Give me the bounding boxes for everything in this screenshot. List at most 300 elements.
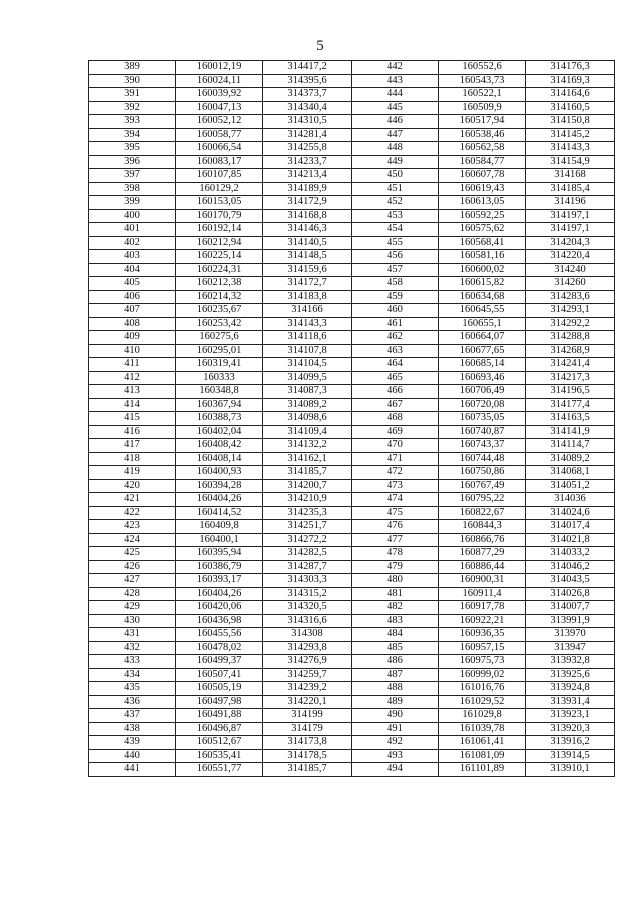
left-x-coordinate-cell: 160153,05: [176, 196, 263, 210]
left-point-number-cell: 389: [89, 61, 176, 75]
right-point-number-cell: 470: [352, 439, 439, 453]
right-point-number-cell: 480: [352, 574, 439, 588]
table-body: [89, 61, 615, 777]
table-row: [89, 128, 615, 142]
coordinates-table: [88, 60, 615, 777]
left-point-number-cell: 431: [89, 628, 176, 642]
left-y-coordinate-cell: 314310,5: [263, 115, 352, 129]
left-y-coordinate-cell: 314099,5: [263, 371, 352, 385]
table-row: [89, 560, 615, 574]
left-x-coordinate-cell: 160512,67: [176, 736, 263, 750]
right-point-number-cell: 492: [352, 736, 439, 750]
right-y-coordinate-cell: 314196,5: [526, 385, 615, 399]
right-y-coordinate-cell: 313920,3: [526, 722, 615, 736]
left-point-number-cell: 407: [89, 304, 176, 318]
right-y-coordinate-cell: 314033,2: [526, 547, 615, 561]
left-y-coordinate-cell: 314320,5: [263, 601, 352, 615]
table-row: [89, 196, 615, 210]
left-y-coordinate-cell: 314199: [263, 709, 352, 723]
table-row: [89, 668, 615, 682]
left-x-coordinate-cell: 160348,8: [176, 385, 263, 399]
left-point-number-cell: 412: [89, 371, 176, 385]
table-row: [89, 655, 615, 669]
left-y-coordinate-cell: 314189,9: [263, 182, 352, 196]
left-x-coordinate-cell: 160235,67: [176, 304, 263, 318]
left-y-coordinate-cell: 314159,6: [263, 263, 352, 277]
right-x-coordinate-cell: 161101,89: [439, 763, 526, 777]
right-point-number-cell: 468: [352, 412, 439, 426]
left-y-coordinate-cell: 314235,3: [263, 506, 352, 520]
left-y-coordinate-cell: 314168,8: [263, 209, 352, 223]
right-y-coordinate-cell: 313932,8: [526, 655, 615, 669]
right-x-coordinate-cell: 160900,31: [439, 574, 526, 588]
left-point-number-cell: 410: [89, 344, 176, 358]
table-row: [89, 277, 615, 291]
left-x-coordinate-cell: 160214,32: [176, 290, 263, 304]
right-point-number-cell: 493: [352, 749, 439, 763]
table-row: [89, 506, 615, 520]
right-y-coordinate-cell: 314143,3: [526, 142, 615, 156]
left-point-number-cell: 417: [89, 439, 176, 453]
left-point-number-cell: 397: [89, 169, 176, 183]
left-point-number-cell: 391: [89, 88, 176, 102]
left-x-coordinate-cell: 160420,06: [176, 601, 263, 615]
left-y-coordinate-cell: 314213,4: [263, 169, 352, 183]
right-y-coordinate-cell: 313947: [526, 641, 615, 655]
right-y-coordinate-cell: 314268,9: [526, 344, 615, 358]
right-x-coordinate-cell: 160740,87: [439, 425, 526, 439]
left-y-coordinate-cell: 314239,2: [263, 682, 352, 696]
right-y-coordinate-cell: 313923,1: [526, 709, 615, 723]
right-x-coordinate-cell: 160844,3: [439, 520, 526, 534]
left-y-coordinate-cell: 314417,2: [263, 61, 352, 75]
right-point-number-cell: 459: [352, 290, 439, 304]
right-y-coordinate-cell: 314169,3: [526, 74, 615, 88]
left-x-coordinate-cell: 160497,98: [176, 695, 263, 709]
left-y-coordinate-cell: 314293,8: [263, 641, 352, 655]
right-x-coordinate-cell: 160795,22: [439, 493, 526, 507]
left-point-number-cell: 390: [89, 74, 176, 88]
left-point-number-cell: 432: [89, 641, 176, 655]
right-point-number-cell: 472: [352, 466, 439, 480]
table-row: [89, 533, 615, 547]
left-point-number-cell: 424: [89, 533, 176, 547]
right-point-number-cell: 463: [352, 344, 439, 358]
table-row: [89, 358, 615, 372]
right-x-coordinate-cell: 160706,49: [439, 385, 526, 399]
table-row: [89, 304, 615, 318]
left-y-coordinate-cell: 314107,8: [263, 344, 352, 358]
right-point-number-cell: 450: [352, 169, 439, 183]
table-row: [89, 641, 615, 655]
right-point-number-cell: 464: [352, 358, 439, 372]
right-x-coordinate-cell: 160600,02: [439, 263, 526, 277]
right-x-coordinate-cell: 161081,09: [439, 749, 526, 763]
right-point-number-cell: 457: [352, 263, 439, 277]
right-x-coordinate-cell: 160975,73: [439, 655, 526, 669]
left-x-coordinate-cell: 160386,79: [176, 560, 263, 574]
right-point-number-cell: 486: [352, 655, 439, 669]
right-y-coordinate-cell: 314168: [526, 169, 615, 183]
right-x-coordinate-cell: 161039,78: [439, 722, 526, 736]
left-point-number-cell: 438: [89, 722, 176, 736]
right-point-number-cell: 475: [352, 506, 439, 520]
table-row: [89, 398, 615, 412]
right-point-number-cell: 442: [352, 61, 439, 75]
right-y-coordinate-cell: 314163,5: [526, 412, 615, 426]
left-y-coordinate-cell: 314210,9: [263, 493, 352, 507]
right-x-coordinate-cell: 160866,76: [439, 533, 526, 547]
right-x-coordinate-cell: 160877,29: [439, 547, 526, 561]
left-y-coordinate-cell: 314251,7: [263, 520, 352, 534]
right-x-coordinate-cell: 160677,65: [439, 344, 526, 358]
table-row: [89, 250, 615, 264]
table-row: [89, 155, 615, 169]
left-x-coordinate-cell: 160295,01: [176, 344, 263, 358]
left-y-coordinate-cell: 314183,8: [263, 290, 352, 304]
left-x-coordinate-cell: 160507,41: [176, 668, 263, 682]
right-x-coordinate-cell: 160957,15: [439, 641, 526, 655]
right-x-coordinate-cell: 160634,68: [439, 290, 526, 304]
right-x-coordinate-cell: 160562,58: [439, 142, 526, 156]
left-point-number-cell: 425: [89, 547, 176, 561]
left-y-coordinate-cell: 314162,1: [263, 452, 352, 466]
left-x-coordinate-cell: 160491,88: [176, 709, 263, 723]
left-x-coordinate-cell: 160414,52: [176, 506, 263, 520]
table-row: [89, 331, 615, 345]
right-y-coordinate-cell: 314220,4: [526, 250, 615, 264]
right-point-number-cell: 458: [352, 277, 439, 291]
left-x-coordinate-cell: 160455,56: [176, 628, 263, 642]
left-point-number-cell: 404: [89, 263, 176, 277]
table-row: [89, 101, 615, 115]
table-row: [89, 493, 615, 507]
left-x-coordinate-cell: 160436,98: [176, 614, 263, 628]
left-x-coordinate-cell: 160496,87: [176, 722, 263, 736]
left-point-number-cell: 399: [89, 196, 176, 210]
table-row: [89, 371, 615, 385]
left-x-coordinate-cell: 160129,2: [176, 182, 263, 196]
table-row: [89, 425, 615, 439]
left-y-coordinate-cell: 314308: [263, 628, 352, 642]
left-point-number-cell: 393: [89, 115, 176, 129]
right-point-number-cell: 445: [352, 101, 439, 115]
left-point-number-cell: 418: [89, 452, 176, 466]
right-y-coordinate-cell: 313924,8: [526, 682, 615, 696]
left-point-number-cell: 416: [89, 425, 176, 439]
right-point-number-cell: 452: [352, 196, 439, 210]
right-y-coordinate-cell: 313931,4: [526, 695, 615, 709]
left-point-number-cell: 429: [89, 601, 176, 615]
table-row: [89, 682, 615, 696]
right-x-coordinate-cell: 160509,9: [439, 101, 526, 115]
table-row: [89, 223, 615, 237]
left-y-coordinate-cell: 314220,1: [263, 695, 352, 709]
right-x-coordinate-cell: 160575,62: [439, 223, 526, 237]
left-point-number-cell: 434: [89, 668, 176, 682]
left-y-coordinate-cell: 314166: [263, 304, 352, 318]
left-y-coordinate-cell: 314087,3: [263, 385, 352, 399]
left-y-coordinate-cell: 314109,4: [263, 425, 352, 439]
left-y-coordinate-cell: 314272,2: [263, 533, 352, 547]
table-row: [89, 263, 615, 277]
right-x-coordinate-cell: 160517,94: [439, 115, 526, 129]
left-point-number-cell: 411: [89, 358, 176, 372]
left-y-coordinate-cell: 314173,8: [263, 736, 352, 750]
right-y-coordinate-cell: 314197,1: [526, 209, 615, 223]
left-x-coordinate-cell: 160047,13: [176, 101, 263, 115]
right-point-number-cell: 453: [352, 209, 439, 223]
right-point-number-cell: 460: [352, 304, 439, 318]
left-y-coordinate-cell: 314287,7: [263, 560, 352, 574]
left-point-number-cell: 402: [89, 236, 176, 250]
left-y-coordinate-cell: 314146,3: [263, 223, 352, 237]
right-point-number-cell: 483: [352, 614, 439, 628]
left-x-coordinate-cell: 160212,38: [176, 277, 263, 291]
right-x-coordinate-cell: 160619,43: [439, 182, 526, 196]
table-row: [89, 169, 615, 183]
right-y-coordinate-cell: 314051,2: [526, 479, 615, 493]
right-y-coordinate-cell: 314114,7: [526, 439, 615, 453]
table-row: [89, 709, 615, 723]
left-point-number-cell: 394: [89, 128, 176, 142]
left-y-coordinate-cell: 314395,6: [263, 74, 352, 88]
left-y-coordinate-cell: 314276,9: [263, 655, 352, 669]
right-point-number-cell: 449: [352, 155, 439, 169]
left-y-coordinate-cell: 314303,3: [263, 574, 352, 588]
right-y-coordinate-cell: 314164,6: [526, 88, 615, 102]
left-point-number-cell: 433: [89, 655, 176, 669]
right-x-coordinate-cell: 160693,46: [439, 371, 526, 385]
right-x-coordinate-cell: 160538,46: [439, 128, 526, 142]
right-x-coordinate-cell: 160568,41: [439, 236, 526, 250]
left-x-coordinate-cell: 160224,31: [176, 263, 263, 277]
right-point-number-cell: 473: [352, 479, 439, 493]
left-x-coordinate-cell: 160402,04: [176, 425, 263, 439]
table-row: [89, 182, 615, 196]
right-y-coordinate-cell: 314292,2: [526, 317, 615, 331]
right-x-coordinate-cell: 160720,08: [439, 398, 526, 412]
right-x-coordinate-cell: 160552,6: [439, 61, 526, 75]
left-point-number-cell: 423: [89, 520, 176, 534]
right-point-number-cell: 448: [352, 142, 439, 156]
left-y-coordinate-cell: 314140,5: [263, 236, 352, 250]
left-x-coordinate-cell: 160408,14: [176, 452, 263, 466]
left-x-coordinate-cell: 160400,1: [176, 533, 263, 547]
left-point-number-cell: 395: [89, 142, 176, 156]
right-x-coordinate-cell: 160743,37: [439, 439, 526, 453]
table-row: [89, 722, 615, 736]
left-x-coordinate-cell: 160275,6: [176, 331, 263, 345]
table-row: [89, 236, 615, 250]
right-x-coordinate-cell: 161016,76: [439, 682, 526, 696]
left-y-coordinate-cell: 314179: [263, 722, 352, 736]
right-y-coordinate-cell: 314150,8: [526, 115, 615, 129]
right-x-coordinate-cell: 160917,78: [439, 601, 526, 615]
right-y-coordinate-cell: 314176,3: [526, 61, 615, 75]
right-y-coordinate-cell: 314204,3: [526, 236, 615, 250]
right-point-number-cell: 481: [352, 587, 439, 601]
right-point-number-cell: 477: [352, 533, 439, 547]
right-x-coordinate-cell: 160999,02: [439, 668, 526, 682]
right-x-coordinate-cell: 160543,73: [439, 74, 526, 88]
right-y-coordinate-cell: 314240: [526, 263, 615, 277]
left-point-number-cell: 419: [89, 466, 176, 480]
left-x-coordinate-cell: 160107,85: [176, 169, 263, 183]
right-x-coordinate-cell: 161029,8: [439, 709, 526, 723]
right-y-coordinate-cell: 314241,4: [526, 358, 615, 372]
right-y-coordinate-cell: 314043,5: [526, 574, 615, 588]
right-x-coordinate-cell: 160664,07: [439, 331, 526, 345]
table-row: [89, 763, 615, 777]
table-row: [89, 466, 615, 480]
right-x-coordinate-cell: 160744,48: [439, 452, 526, 466]
left-x-coordinate-cell: 160408,42: [176, 439, 263, 453]
left-point-number-cell: 392: [89, 101, 176, 115]
left-point-number-cell: 396: [89, 155, 176, 169]
right-y-coordinate-cell: 314007,7: [526, 601, 615, 615]
right-y-coordinate-cell: 313916,2: [526, 736, 615, 750]
table-row: [89, 695, 615, 709]
right-y-coordinate-cell: 314036: [526, 493, 615, 507]
left-point-number-cell: 400: [89, 209, 176, 223]
left-x-coordinate-cell: 160505,19: [176, 682, 263, 696]
right-y-coordinate-cell: 314185,4: [526, 182, 615, 196]
page-number: 5: [316, 38, 324, 54]
left-x-coordinate-cell: 160499,37: [176, 655, 263, 669]
right-y-coordinate-cell: 314283,6: [526, 290, 615, 304]
right-y-coordinate-cell: 313925,6: [526, 668, 615, 682]
right-point-number-cell: 454: [352, 223, 439, 237]
right-y-coordinate-cell: 313991,9: [526, 614, 615, 628]
right-point-number-cell: 482: [352, 601, 439, 615]
table-row: [89, 61, 615, 75]
left-y-coordinate-cell: 314178,5: [263, 749, 352, 763]
right-y-coordinate-cell: 313914,5: [526, 749, 615, 763]
right-y-coordinate-cell: 314177,4: [526, 398, 615, 412]
left-x-coordinate-cell: 160395,94: [176, 547, 263, 561]
left-x-coordinate-cell: 160409,8: [176, 520, 263, 534]
right-y-coordinate-cell: 314068,1: [526, 466, 615, 480]
right-y-coordinate-cell: 314293,1: [526, 304, 615, 318]
left-x-coordinate-cell: 160388,73: [176, 412, 263, 426]
table-row: [89, 412, 615, 426]
right-x-coordinate-cell: 160615,82: [439, 277, 526, 291]
left-y-coordinate-cell: 314259,7: [263, 668, 352, 682]
right-x-coordinate-cell: 160936,35: [439, 628, 526, 642]
left-y-coordinate-cell: 314316,6: [263, 614, 352, 628]
left-x-coordinate-cell: 160012,19: [176, 61, 263, 75]
right-x-coordinate-cell: 160735,05: [439, 412, 526, 426]
left-x-coordinate-cell: 160333: [176, 371, 263, 385]
left-y-coordinate-cell: 314172,7: [263, 277, 352, 291]
right-point-number-cell: 474: [352, 493, 439, 507]
right-x-coordinate-cell: 160685,14: [439, 358, 526, 372]
left-point-number-cell: 421: [89, 493, 176, 507]
right-x-coordinate-cell: 160607,78: [439, 169, 526, 183]
right-point-number-cell: 494: [352, 763, 439, 777]
table-row: [89, 614, 615, 628]
left-y-coordinate-cell: 314282,5: [263, 547, 352, 561]
left-x-coordinate-cell: 160170,79: [176, 209, 263, 223]
right-point-number-cell: 467: [352, 398, 439, 412]
right-y-coordinate-cell: 314260: [526, 277, 615, 291]
right-point-number-cell: 443: [352, 74, 439, 88]
right-point-number-cell: 447: [352, 128, 439, 142]
left-y-coordinate-cell: 314098,6: [263, 412, 352, 426]
left-point-number-cell: 435: [89, 682, 176, 696]
right-x-coordinate-cell: 160911,4: [439, 587, 526, 601]
right-x-coordinate-cell: 160655,1: [439, 317, 526, 331]
right-x-coordinate-cell: 160584,77: [439, 155, 526, 169]
left-y-coordinate-cell: 314315,2: [263, 587, 352, 601]
left-point-number-cell: 409: [89, 331, 176, 345]
left-point-number-cell: 408: [89, 317, 176, 331]
left-point-number-cell: 406: [89, 290, 176, 304]
table-row: [89, 452, 615, 466]
left-point-number-cell: 427: [89, 574, 176, 588]
left-y-coordinate-cell: 314148,5: [263, 250, 352, 264]
right-point-number-cell: 471: [352, 452, 439, 466]
left-x-coordinate-cell: 160551,77: [176, 763, 263, 777]
right-y-coordinate-cell: 314141,9: [526, 425, 615, 439]
table-row: [89, 317, 615, 331]
table-row: [89, 520, 615, 534]
right-x-coordinate-cell: 161061,41: [439, 736, 526, 750]
left-point-number-cell: 436: [89, 695, 176, 709]
left-x-coordinate-cell: 160404,26: [176, 587, 263, 601]
right-point-number-cell: 478: [352, 547, 439, 561]
table-row: [89, 601, 615, 615]
right-y-coordinate-cell: 314021,8: [526, 533, 615, 547]
left-point-number-cell: 441: [89, 763, 176, 777]
right-point-number-cell: 456: [352, 250, 439, 264]
left-point-number-cell: 437: [89, 709, 176, 723]
table-row: [89, 209, 615, 223]
left-y-coordinate-cell: 314118,6: [263, 331, 352, 345]
right-point-number-cell: 479: [352, 560, 439, 574]
left-y-coordinate-cell: 314373,7: [263, 88, 352, 102]
right-x-coordinate-cell: 160645,55: [439, 304, 526, 318]
table-row: [89, 749, 615, 763]
right-y-coordinate-cell: 314197,1: [526, 223, 615, 237]
table-row: [89, 439, 615, 453]
left-y-coordinate-cell: 314185,7: [263, 466, 352, 480]
right-y-coordinate-cell: 314026,8: [526, 587, 615, 601]
right-point-number-cell: 465: [352, 371, 439, 385]
table-row: [89, 587, 615, 601]
left-y-coordinate-cell: 314132,2: [263, 439, 352, 453]
left-point-number-cell: 440: [89, 749, 176, 763]
right-y-coordinate-cell: 314196: [526, 196, 615, 210]
table-row: [89, 290, 615, 304]
right-point-number-cell: 489: [352, 695, 439, 709]
left-y-coordinate-cell: 314340,4: [263, 101, 352, 115]
right-y-coordinate-cell: 314017,4: [526, 520, 615, 534]
left-point-number-cell: 439: [89, 736, 176, 750]
right-x-coordinate-cell: 160581,16: [439, 250, 526, 264]
left-point-number-cell: 422: [89, 506, 176, 520]
table-row: [89, 628, 615, 642]
table-row: [89, 74, 615, 88]
right-x-coordinate-cell: 160522,1: [439, 88, 526, 102]
right-point-number-cell: 461: [352, 317, 439, 331]
left-x-coordinate-cell: 160319,41: [176, 358, 263, 372]
left-x-coordinate-cell: 160066,54: [176, 142, 263, 156]
left-y-coordinate-cell: 314143,3: [263, 317, 352, 331]
right-x-coordinate-cell: 160750,86: [439, 466, 526, 480]
right-x-coordinate-cell: 161029,52: [439, 695, 526, 709]
